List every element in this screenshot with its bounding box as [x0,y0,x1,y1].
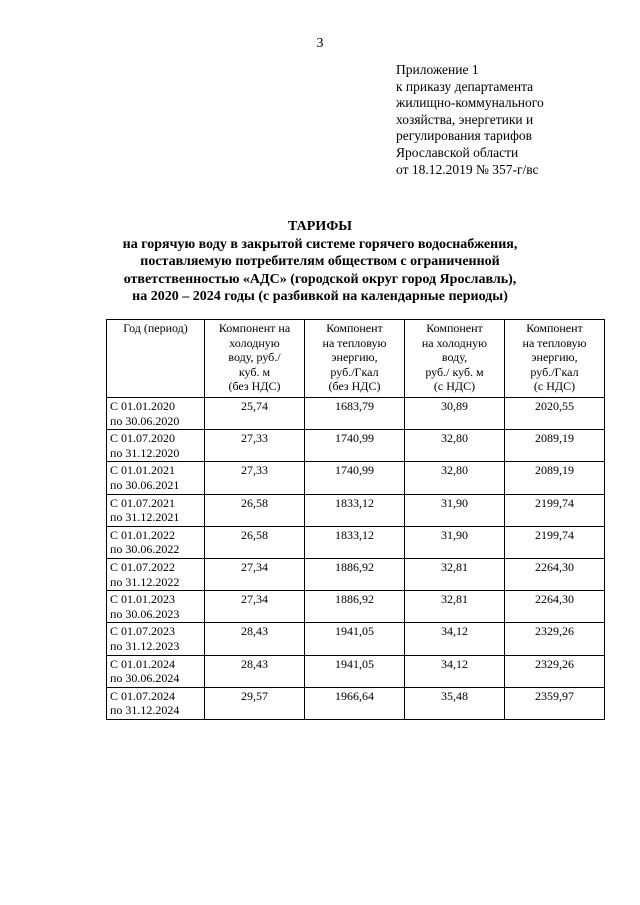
document-title [0,218,640,306]
period-from: С 01.01.2024 [110,656,176,671]
value-cell: 34,12 [405,623,505,655]
value-cell: 1740,99 [305,430,405,462]
value-cell: 2329,26 [505,655,605,687]
value-cell: 1941,05 [305,623,405,655]
value-cell: 32,80 [405,462,505,494]
period-cell [107,558,205,590]
header-text: на тепловую [522,335,587,350]
value-cell: 26,58 [205,526,305,558]
header-text: на тепловую [322,335,387,350]
table-row [107,687,605,719]
table-row [107,398,605,430]
value-cell: 27,34 [205,558,305,590]
value-cell: 27,34 [205,591,305,623]
period-to: по 31.12.2024 [110,703,180,718]
value-cell: 2329,26 [505,623,605,655]
title-line: ответственностью «АДС» (городской округ город Ярославль), [123,271,517,287]
period-from: С 01.01.2022 [110,527,176,542]
value-cell: 1833,12 [305,494,405,526]
header-text: Компонент на [218,321,291,335]
period-from: С 01.07.2022 [110,559,176,574]
appendix-line: жилищно-коммунального [396,95,544,111]
header-period [107,320,205,398]
table-row [107,623,605,655]
table-row [107,591,605,623]
period-from: С 01.07.2024 [110,688,176,703]
header-cold-water-no-vat [205,320,305,398]
value-cell: 2359,97 [505,687,605,719]
table-row [107,430,605,462]
title-heading: ТАРИФЫ [288,219,352,234]
table-row [107,655,605,687]
value-cell: 31,90 [405,526,505,558]
header-text: воду, руб./ [228,350,281,365]
header-text: руб./ куб. м [425,364,484,379]
header-text: энергию, [331,350,378,365]
appendix-line: к приказу департамента [396,78,534,94]
value-cell: 1833,12 [305,526,405,558]
table-row [107,558,605,590]
header-text: энергию, [531,350,578,365]
value-cell: 28,43 [205,623,305,655]
period-cell [107,591,205,623]
value-cell: 29,57 [205,687,305,719]
period-to: по 31.12.2021 [110,510,180,525]
appendix-reference [396,62,544,178]
value-cell: 32,81 [405,558,505,590]
period-cell [107,430,205,462]
header-cold-water-vat [405,320,505,398]
header-heat-energy-no-vat [305,320,405,398]
header-text: воду, [441,350,468,365]
period-to: по 30.06.2024 [110,671,180,686]
value-cell: 32,80 [405,430,505,462]
period-from: С 01.07.2020 [110,431,176,446]
title-line: на 2020 – 2024 годы (с разбивкой на календарные периоды) [132,289,508,305]
value-cell: 30,89 [405,398,505,430]
table-row [107,462,605,494]
value-cell: 2020,55 [505,398,605,430]
header-text: куб. м [238,364,271,379]
period-cell [107,687,205,719]
header-text: Год (период) [123,321,188,335]
appendix-line: регулирования тарифов [396,128,533,144]
period-cell [107,623,205,655]
appendix-line: хозяйства, энергетики и [396,111,534,127]
period-to: по 30.06.2021 [110,477,180,492]
value-cell: 2264,30 [505,591,605,623]
value-cell: 2199,74 [505,526,605,558]
period-cell [107,655,205,687]
table-header-row [107,320,605,398]
period-to: по 30.06.2022 [110,542,180,557]
header-text: руб./Гкал [530,364,579,379]
page-number: 3 [316,36,324,51]
period-from: С 01.07.2021 [110,495,176,510]
value-cell: 26,58 [205,494,305,526]
header-text: (с НДС) [433,379,476,394]
header-text: (без НДС) [228,379,281,394]
value-cell: 27,33 [205,430,305,462]
title-line: на горячую воду в закрытой системе горячего водоснабжения, [122,236,518,252]
value-cell: 25,74 [205,398,305,430]
tariff-table [106,319,605,720]
value-cell: 1966,64 [305,687,405,719]
period-cell [107,526,205,558]
period-to: по 31.12.2022 [110,574,180,589]
period-from: С 01.01.2020 [110,399,176,413]
period-to: по 31.12.2023 [110,638,180,653]
value-cell: 1886,92 [305,591,405,623]
header-text: Компонент [526,321,583,335]
appendix-line: Приложение 1 [396,62,479,77]
value-cell: 32,81 [405,591,505,623]
period-to: по 30.06.2020 [110,413,180,428]
header-text: (без НДС) [328,379,381,394]
value-cell: 35,48 [405,687,505,719]
header-text: Компонент [426,321,483,335]
table-row [107,494,605,526]
title-line: поставляемую потребителям обществом с ограниченной [140,254,500,270]
period-cell [107,494,205,526]
period-cell [107,398,205,430]
header-text: холодную [229,335,280,350]
period-from: С 01.01.2021 [110,463,176,478]
appendix-line: от 18.12.2019 № 357-г/вс [396,161,539,177]
header-text: на холодную [421,335,488,350]
header-text: руб./Гкал [330,364,379,379]
value-cell: 2264,30 [505,558,605,590]
period-cell [107,462,205,494]
value-cell: 2199,74 [505,494,605,526]
value-cell: 1740,99 [305,462,405,494]
period-to: по 31.12.2020 [110,445,180,460]
table-row [107,526,605,558]
value-cell: 1683,79 [305,398,405,430]
header-text: (с НДС) [533,379,576,394]
header-text: Компонент [326,321,383,335]
value-cell: 34,12 [405,655,505,687]
appendix-line: Ярославской области [396,144,519,160]
header-heat-energy-vat [505,320,605,398]
value-cell: 31,90 [405,494,505,526]
period-from: С 01.07.2023 [110,624,176,639]
value-cell: 1941,05 [305,655,405,687]
period-from: С 01.01.2023 [110,592,176,607]
value-cell: 27,33 [205,462,305,494]
value-cell: 1886,92 [305,558,405,590]
period-to: по 30.06.2023 [110,606,180,621]
value-cell: 2089,19 [505,430,605,462]
value-cell: 28,43 [205,655,305,687]
value-cell: 2089,19 [505,462,605,494]
